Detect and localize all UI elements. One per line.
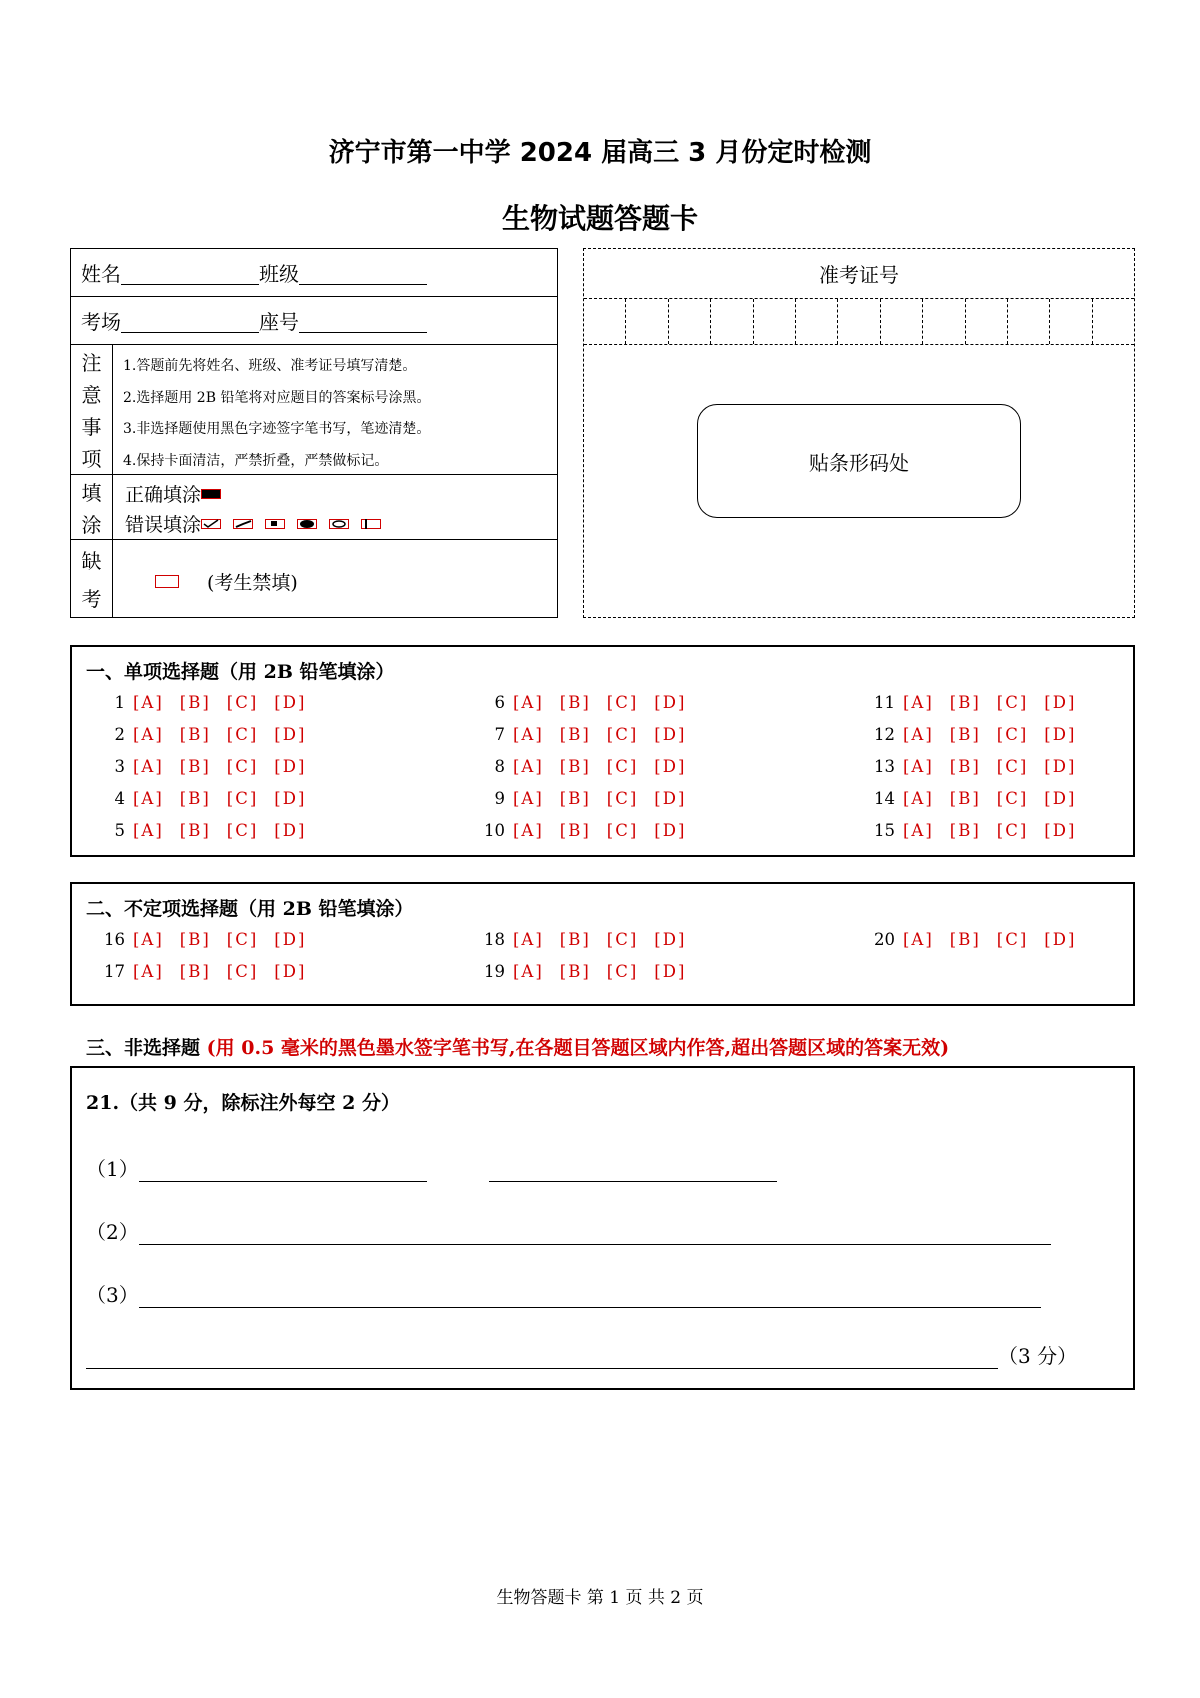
- option-bubble-b[interactable]: [B]: [949, 789, 981, 808]
- question-number: 12: [874, 725, 895, 744]
- digit-cell[interactable]: [923, 299, 965, 344]
- option-bubble-a[interactable]: [A]: [513, 789, 544, 808]
- option-bubble-d[interactable]: [D]: [274, 821, 307, 840]
- option-bubble-b[interactable]: [B]: [179, 757, 211, 776]
- question-number: 1: [114, 693, 125, 712]
- option-bubble-c[interactable]: [C]: [606, 821, 639, 840]
- option-bubble-d[interactable]: [D]: [274, 693, 307, 712]
- question-number: 13: [874, 757, 895, 776]
- page-footer: 生物答题卡 第 1 页 共 2 页: [496, 1588, 704, 1608]
- q21-part1-blank-b[interactable]: [489, 1157, 777, 1182]
- name-label: 姓名: [81, 262, 121, 286]
- question-row: [97, 930, 322, 949]
- answer-sheet-title: 生物试题答题卡: [501, 202, 698, 235]
- question-number: 5: [114, 821, 125, 840]
- option-bubble-d[interactable]: [D]: [654, 962, 687, 981]
- option-bubble-a[interactable]: [A]: [133, 821, 164, 840]
- q21-part3-continued: [86, 1340, 1077, 1369]
- admission-number-box: [583, 248, 1135, 618]
- digit-cell[interactable]: [1050, 299, 1092, 344]
- option-bubble-c[interactable]: [C]: [226, 725, 259, 744]
- option-bubble-c[interactable]: [C]: [606, 757, 639, 776]
- question-row: [867, 725, 1092, 744]
- q21-title: 21.（共 9 分，除标注外每空 2 分）: [86, 1092, 400, 1114]
- option-bubble-d[interactable]: [D]: [654, 821, 687, 840]
- question-number: 16: [104, 930, 125, 949]
- option-bubble-d[interactable]: [D]: [1044, 693, 1077, 712]
- question-number: 4: [114, 789, 125, 808]
- question-row: [97, 821, 322, 840]
- option-bubble-a[interactable]: [A]: [903, 693, 934, 712]
- digit-cell[interactable]: [711, 299, 753, 344]
- option-bubble-d[interactable]: [D]: [1044, 725, 1077, 744]
- option-bubble-a[interactable]: [A]: [903, 821, 934, 840]
- option-bubble-b[interactable]: [B]: [949, 757, 981, 776]
- option-bubble-b[interactable]: [B]: [559, 757, 591, 776]
- absent-vertical-label: 缺 考: [71, 540, 113, 617]
- question-row: [477, 789, 702, 808]
- option-bubble-d[interactable]: [D]: [274, 962, 307, 981]
- option-bubble-a[interactable]: [A]: [903, 725, 934, 744]
- option-bubble-c[interactable]: [C]: [606, 930, 639, 949]
- question-row: [97, 693, 322, 712]
- option-bubble-a[interactable]: [A]: [133, 962, 164, 981]
- digit-cell[interactable]: [881, 299, 923, 344]
- option-bubble-d[interactable]: [D]: [1044, 821, 1077, 840]
- option-bubble-d[interactable]: [D]: [654, 725, 687, 744]
- option-bubble-c[interactable]: [C]: [996, 930, 1029, 949]
- q21-part3: （3）: [86, 1279, 1041, 1308]
- q21-part3-blank-2[interactable]: [86, 1344, 998, 1369]
- question-number: 18: [484, 930, 505, 949]
- option-bubble-c[interactable]: [C]: [226, 757, 259, 776]
- digit-cell[interactable]: [1093, 299, 1134, 344]
- option-bubble-a[interactable]: [A]: [133, 693, 164, 712]
- question-row: [867, 930, 1092, 949]
- option-bubble-d[interactable]: [D]: [1044, 930, 1077, 949]
- exam-room-label: 考场: [81, 310, 121, 334]
- question-number: 6: [494, 693, 505, 712]
- digit-cell[interactable]: [754, 299, 796, 344]
- option-bubble-b[interactable]: [B]: [179, 930, 211, 949]
- correct-fill-example: 正确填涂: [125, 480, 233, 507]
- question-row: [477, 725, 702, 744]
- multi-choice-section: [70, 882, 1135, 1006]
- option-bubble-b[interactable]: [B]: [559, 821, 591, 840]
- question-row: [477, 757, 702, 776]
- seat-label: 座号: [259, 310, 299, 334]
- notes-row: [71, 345, 557, 475]
- notes-list: [123, 351, 430, 477]
- note-item: 3.非选择题使用黑色字迹签字笔书写，笔迹清楚。: [123, 421, 431, 437]
- question-row: [477, 821, 702, 840]
- wrong-fill-example: 错误填涂: [125, 510, 393, 537]
- digit-cell[interactable]: [1008, 299, 1050, 344]
- digit-cell[interactable]: [584, 299, 626, 344]
- question-number: 8: [494, 757, 505, 776]
- option-bubble-a[interactable]: [A]: [513, 757, 544, 776]
- option-bubble-b[interactable]: [B]: [179, 789, 211, 808]
- option-bubble-b[interactable]: [B]: [949, 693, 981, 712]
- option-bubble-b[interactable]: [B]: [559, 930, 591, 949]
- check-mark-icon: [201, 519, 221, 529]
- option-bubble-a[interactable]: [A]: [133, 930, 164, 949]
- question-row: [867, 821, 1092, 840]
- note-item: 2.选择题用 2B 铅笔将对应题目的答案标号涂黑。: [123, 389, 431, 406]
- option-bubble-c[interactable]: [C]: [996, 757, 1029, 776]
- admission-number-title: 准考证号: [584, 249, 1134, 299]
- option-bubble-b[interactable]: [B]: [949, 930, 981, 949]
- option-bubble-d[interactable]: [D]: [1044, 789, 1077, 808]
- question-number: 9: [494, 789, 505, 808]
- option-bubble-a[interactable]: [A]: [903, 789, 934, 808]
- option-bubble-c[interactable]: [C]: [606, 693, 639, 712]
- option-bubble-d[interactable]: [D]: [1044, 757, 1077, 776]
- option-bubble-d[interactable]: [D]: [654, 693, 687, 712]
- slash-mark-icon: [233, 519, 253, 529]
- single-choice-section: [70, 645, 1135, 857]
- fill-vertical-label: 填 涂: [71, 475, 113, 539]
- option-bubble-c[interactable]: [C]: [226, 693, 259, 712]
- option-bubble-b[interactable]: [B]: [179, 725, 211, 744]
- option-bubble-a[interactable]: [A]: [133, 757, 164, 776]
- dot-mark-icon: [265, 519, 285, 529]
- question-number: 11: [874, 693, 895, 712]
- option-bubble-b[interactable]: [B]: [559, 725, 591, 744]
- option-bubble-b[interactable]: [B]: [179, 962, 211, 981]
- digit-cell[interactable]: [966, 299, 1008, 344]
- question-row: [477, 962, 702, 981]
- name-class-row: [71, 249, 557, 297]
- option-bubble-b[interactable]: [B]: [559, 693, 591, 712]
- line-mark-icon: [361, 519, 381, 529]
- option-bubble-a[interactable]: [A]: [513, 725, 544, 744]
- question-row: [477, 693, 702, 712]
- barcode-area: 贴条形码处: [697, 404, 1021, 518]
- multi-choice-title: 二、不定项选择题（用 2B 铅笔填涂）: [86, 898, 414, 920]
- option-bubble-a[interactable]: [A]: [513, 693, 544, 712]
- option-bubble-c[interactable]: [C]: [606, 962, 639, 981]
- question-number: 19: [484, 962, 505, 981]
- option-bubble-d[interactable]: [D]: [274, 757, 307, 776]
- oval-mark-icon: [297, 519, 317, 529]
- q21-part1-blank-a[interactable]: [139, 1157, 427, 1182]
- question-row: [97, 757, 322, 776]
- class-field[interactable]: [299, 260, 427, 285]
- question-number: 7: [494, 725, 505, 744]
- class-label: 班级: [259, 262, 299, 286]
- room-seat-row: [71, 297, 557, 345]
- option-bubble-d[interactable]: [D]: [654, 930, 687, 949]
- option-bubble-b[interactable]: [B]: [949, 821, 981, 840]
- question-row: [97, 789, 322, 808]
- option-bubble-c[interactable]: [C]: [226, 962, 259, 981]
- option-bubble-c[interactable]: [C]: [606, 725, 639, 744]
- question-row: [867, 693, 1092, 712]
- note-item: 4.保持卡面清洁，严禁折叠，严禁做标记。: [123, 452, 389, 469]
- option-bubble-c[interactable]: [C]: [606, 789, 639, 808]
- question-row: [867, 757, 1092, 776]
- option-bubble-a[interactable]: [A]: [903, 757, 934, 776]
- absent-row: [71, 540, 557, 617]
- absent-mark: (考生禁填): [155, 568, 298, 595]
- option-bubble-a[interactable]: [A]: [513, 821, 544, 840]
- option-bubble-a[interactable]: [A]: [513, 962, 544, 981]
- option-bubble-c[interactable]: [C]: [996, 789, 1029, 808]
- question-number: 17: [104, 962, 125, 981]
- option-bubble-a[interactable]: [A]: [903, 930, 934, 949]
- option-bubble-b[interactable]: [B]: [559, 789, 591, 808]
- student-info-box: [70, 248, 558, 618]
- question-row: [97, 962, 322, 981]
- question-row: [97, 725, 322, 744]
- option-bubble-b[interactable]: [B]: [179, 821, 211, 840]
- option-bubble-c[interactable]: [C]: [996, 693, 1029, 712]
- option-bubble-c[interactable]: [C]: [226, 930, 259, 949]
- name-field[interactable]: [121, 260, 259, 285]
- digit-cell[interactable]: [626, 299, 668, 344]
- option-bubble-d[interactable]: [D]: [274, 789, 307, 808]
- question-number: 20: [874, 930, 895, 949]
- admission-digit-grid: [584, 299, 1134, 345]
- question-number: 15: [874, 821, 895, 840]
- question-row: [867, 789, 1092, 808]
- correct-fill-mark-icon: [201, 489, 221, 499]
- digit-cell[interactable]: [838, 299, 880, 344]
- q21-part3-blank[interactable]: [139, 1283, 1041, 1308]
- exam-room-field[interactable]: [121, 308, 259, 333]
- question-number: 2: [114, 725, 125, 744]
- question-row: [477, 930, 702, 949]
- q21-part1: （1）: [86, 1153, 777, 1182]
- exam-title: 济宁市第一中学 2024 届高三 3 月份定时检测: [328, 138, 872, 168]
- question-number: 14: [874, 789, 895, 808]
- option-bubble-b[interactable]: [B]: [949, 725, 981, 744]
- question-number: 10: [484, 821, 505, 840]
- option-bubble-d[interactable]: [D]: [654, 757, 687, 776]
- q21-part2-blank[interactable]: [139, 1220, 1051, 1245]
- single-choice-title: 一、单项选择题（用 2B 铅笔填涂）: [86, 661, 395, 683]
- q21-part2: （2）: [86, 1216, 1051, 1245]
- question-number: 3: [114, 757, 125, 776]
- option-bubble-c[interactable]: [C]: [996, 821, 1029, 840]
- digit-cell[interactable]: [796, 299, 838, 344]
- option-bubble-a[interactable]: [A]: [513, 930, 544, 949]
- q21-points-note: （3 分）: [998, 1344, 1078, 1368]
- note-item: 1.答题前先将姓名、班级、准考证号填写清楚。: [123, 358, 417, 374]
- notes-vertical-label: 注 意 事 项: [71, 345, 113, 474]
- option-bubble-d[interactable]: [D]: [274, 930, 307, 949]
- absent-checkbox[interactable]: [155, 575, 179, 588]
- option-bubble-d[interactable]: [D]: [274, 725, 307, 744]
- option-bubble-b[interactable]: [B]: [179, 693, 211, 712]
- answer-box-q21: [70, 1066, 1135, 1390]
- non-choice-title: 三、非选择题 (用 0.5 毫米的黑色墨水签字笔书写,在各题目答题区域内作答,超出答题区域的答案无效): [86, 1037, 950, 1059]
- seat-field[interactable]: [299, 308, 427, 333]
- option-bubble-c[interactable]: [C]: [996, 725, 1029, 744]
- option-bubble-d[interactable]: [D]: [654, 789, 687, 808]
- option-bubble-c[interactable]: [C]: [226, 821, 259, 840]
- option-bubble-b[interactable]: [B]: [559, 962, 591, 981]
- option-bubble-a[interactable]: [A]: [133, 789, 164, 808]
- circle-mark-icon: [329, 519, 349, 529]
- option-bubble-a[interactable]: [A]: [133, 725, 164, 744]
- fill-example-row: [71, 475, 557, 540]
- option-bubble-c[interactable]: [C]: [226, 789, 259, 808]
- digit-cell[interactable]: [669, 299, 711, 344]
